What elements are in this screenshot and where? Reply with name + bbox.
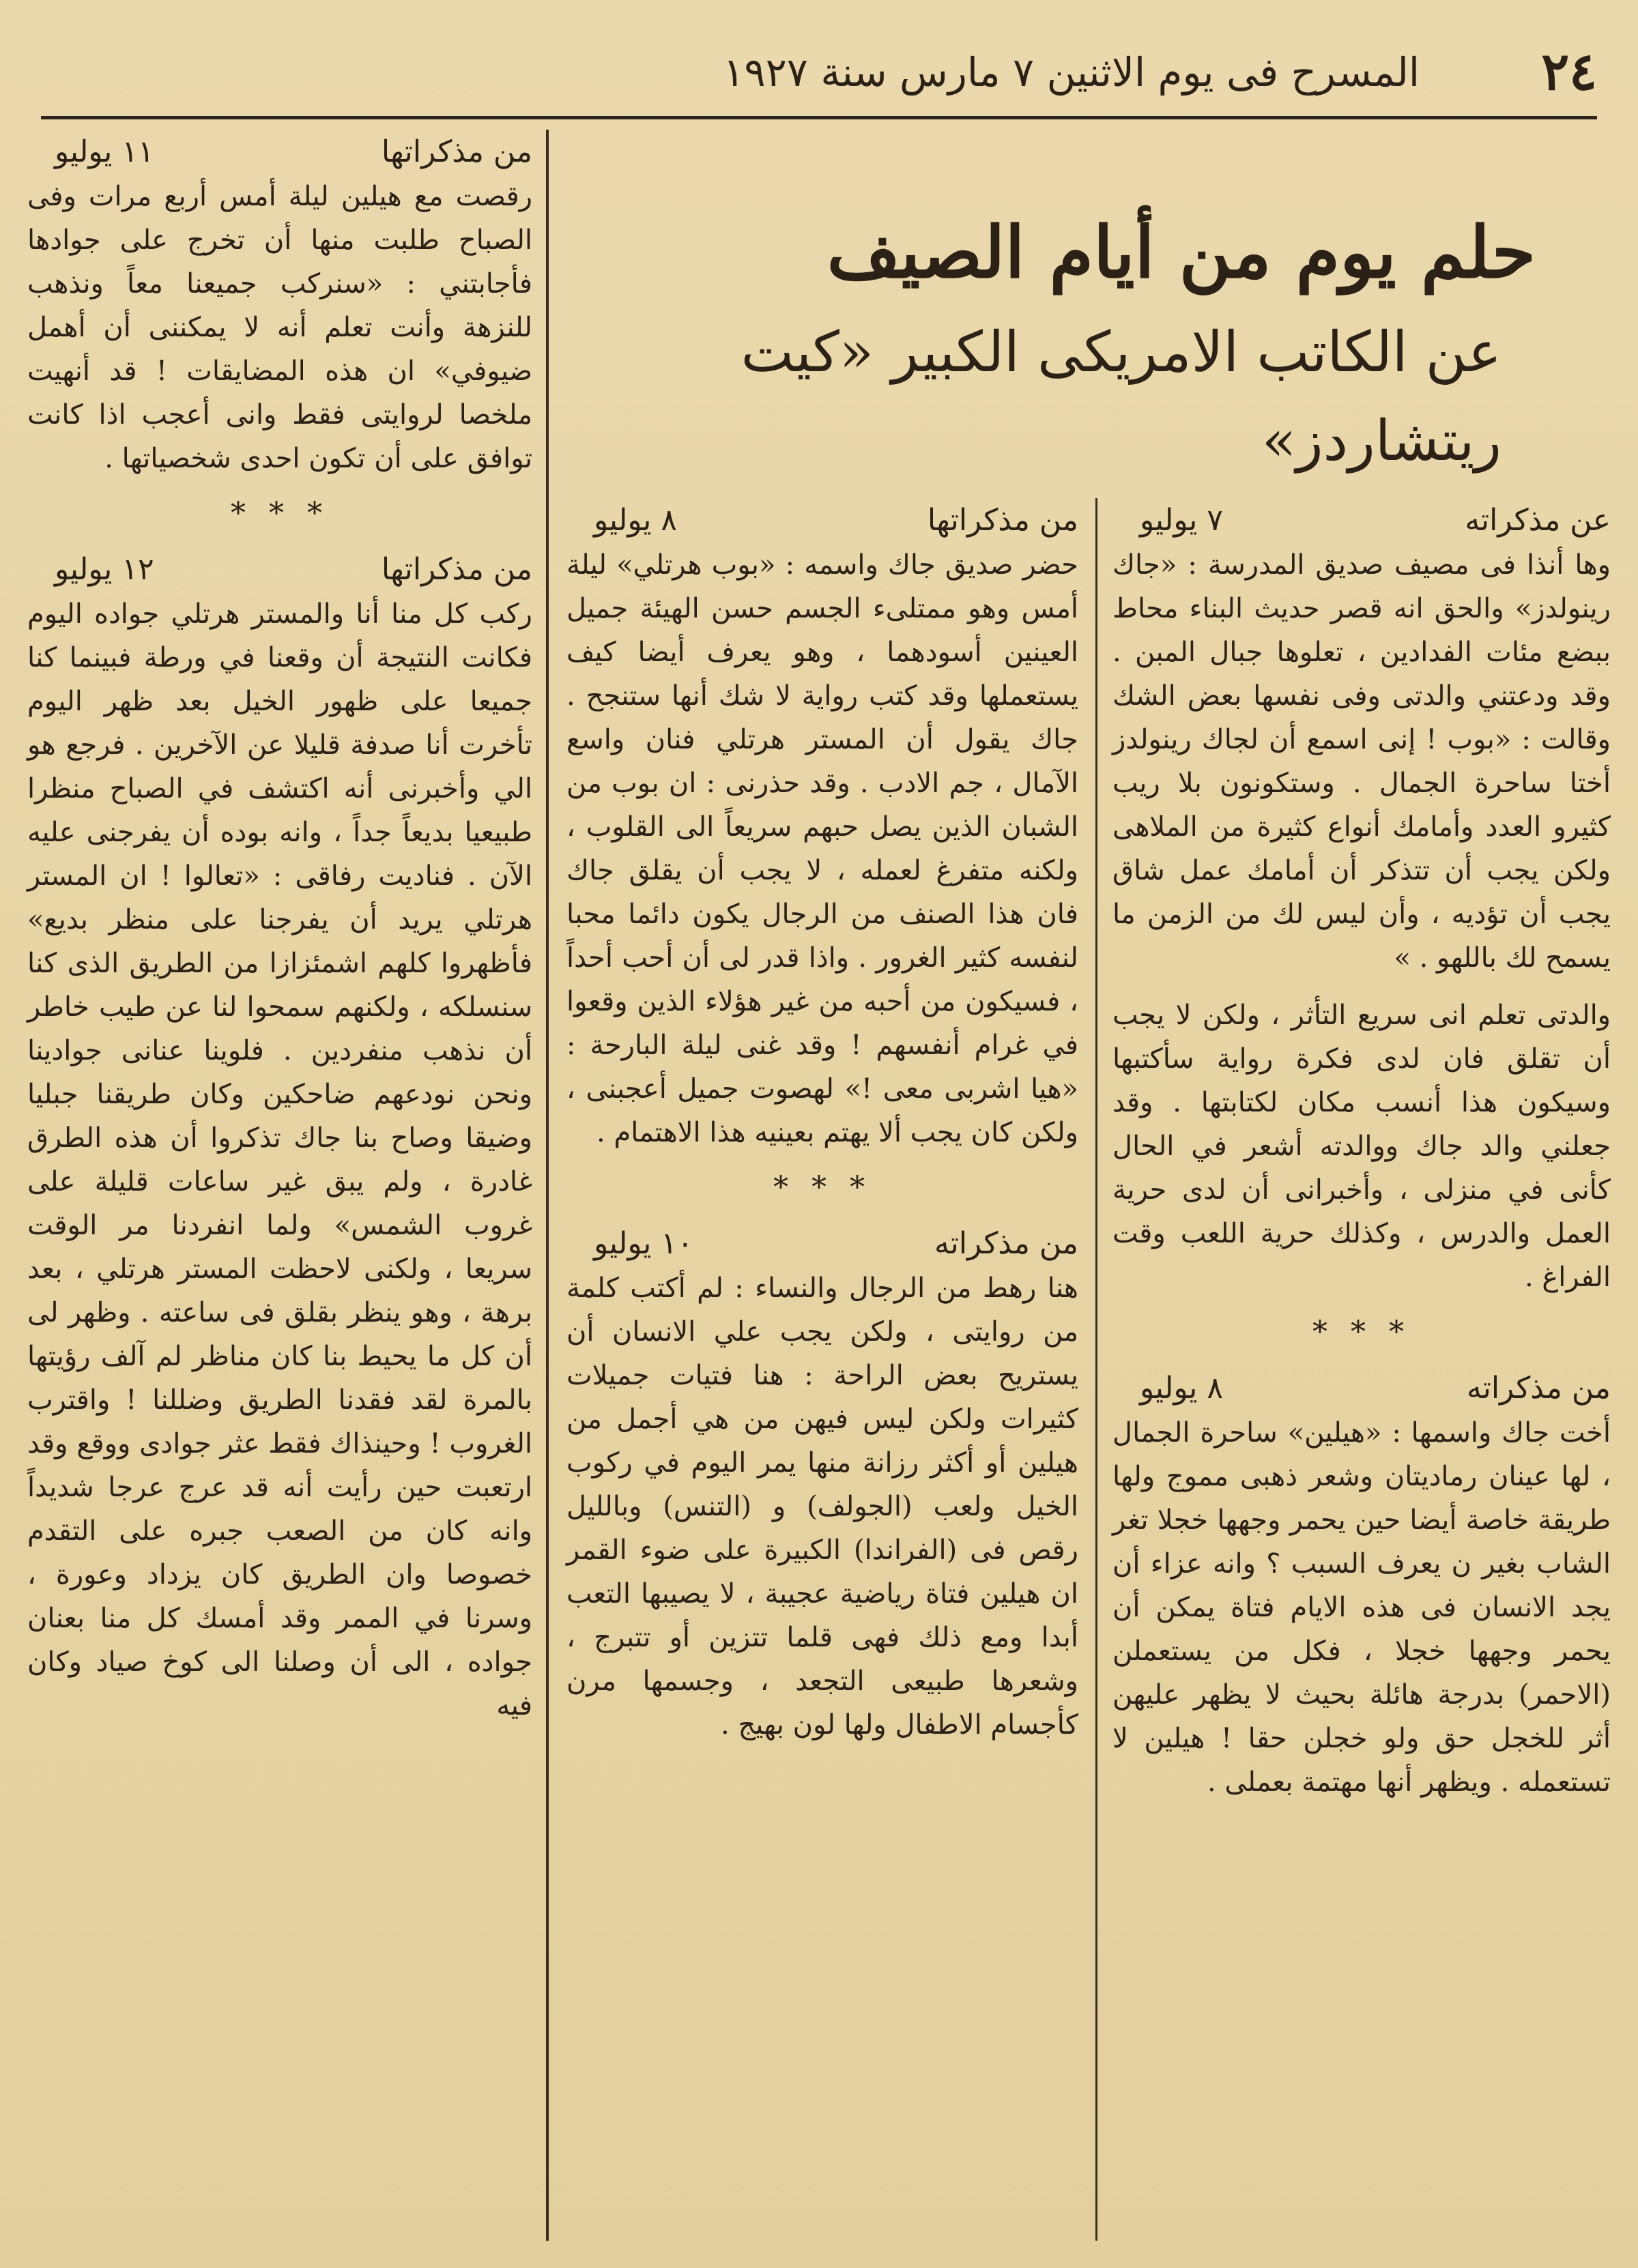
- section-separator: * * *: [773, 1170, 872, 1205]
- article-subtitle: عن الكاتب الامريكى الكبير «كيت ريتشاردز»: [741, 320, 1502, 474]
- entry-title: من مذكراته: [934, 1226, 1078, 1261]
- section-separator: * * *: [231, 496, 329, 531]
- entry-heading: [27, 130, 532, 175]
- entry-title: من مذكراتها: [927, 503, 1078, 538]
- entry-heading: [566, 1221, 1078, 1266]
- section-separator: * * *: [1312, 1315, 1411, 1350]
- entry-text: وها أنذا فى مصيف صديق المدرسة : «جاك رينولدز» والحق انه قصر حديث البناء محاط ببضع مئات الفدادين ، تعلوها جبال المبن . وقد ودعتني والدتى وفى نفسها بعض الشك وقالت : «بوب ! إنى اسمع أن لجاك رينولدز أختا ساحرة الجمال . وستكونون بلا ريب كثيرو العدد وأمامك أنواع كثيرة من الملاهى ولكن يجب أن تتذكر أن أمامك عمل شاق يجب أن تؤديه ، وأن ليس لك من الزمن ما يسمح لك باللهو . »: [1112, 549, 1611, 974]
- entry-date: ١٢ يوليو: [55, 552, 154, 587]
- column-divider: [546, 130, 549, 2241]
- entry-title: من مذكراته: [1467, 1371, 1611, 1406]
- column-divider: [1095, 498, 1097, 2241]
- entry-title: من مذكراتها: [381, 134, 532, 169]
- entry-text: أخت جاك واسمها : «هيلين» ساحرة الجمال ، لها عينان رماديتان وشعر ذهبى مموج ولها طريقة خاصة أيضا حين يحمر وجهها خجلا تغر الشاب بغير ن يعرف السبب ؟ وانه عزاء أن يجد الانسان فى هذه الايام فتاة يمكن أن يحمر وجهها خجلا ، فكل من يستعملن (الاحمر) بدرجة هائلة بحيث لا يظهر عليهن أثر للخجل حق ولو خجلن حقا ! هيلين لا تستعمله . ويظهر أنها مهتمة بعملى .: [1112, 1417, 1611, 1798]
- entry-text: ركب كل منا أنا والمستر هرتلي جواده اليوم فكانت النتيجة أن وقعنا في ورطة فبينما كنا جميعا على ظهور الخيل بعد ظهر اليوم تأخرت أنا صدفة قليلا عن الآخرين . فرجع هو الي وأخبرنى أنه اكتشف في الصباح منظرا طبيعيا بديعاً جداً ، وانه بوده أن يفرجنى عليه الآن . فناديت رفاقى : «تعالوا ! ان المستر هرتلي يريد أن يفرجنا على منظر بديع» فأظهروا كلهم اشمئزازا من الطريق الذى كنا سنسلكه ، ولكنهم سمحوا لنا عن طيب خاطر أن نذهب منفردين . فلوينا عنانى جوادينا ونحن نودعهم ضاحكين وكان طريقنا جبليا وضيقا وصاح بنا جاك تذكروا أن هذه الطرق غادرة ، ولم يبق غير ساعات قليلة على غروب الشمس» ولما انفردنا مر الوقت سريعا ، ولكنى لاحظت المستر هرتلي ، بعد برهة ، وهو ينظر بقلق فى ساعته . وظهر لى أن كل ما يحيط بنا كان مناظر لم آلف رؤيتها بالمرة لقد فقدنا الطريق وضللنا ! واقترب الغروب ! وحينذاك فقط عثر جوادى ووقع وقد ارتعبت حين رأيت أنه قد عرج عرجا شديداً وانه كان من الصعب جبره على التقدم خصوصا وان الطريق كان يزداد وعورة ، وسرنا في الممر وقد أمسك كل منا بعنان جواده ، الى أن وصلنا الى كوخ صياد وكان فيه: [27, 598, 532, 1721]
- entry-text: هنا رهط من الرجال والنساء : لم أكتب كلمة من روايتى ، ولكن يجب علي الانسان أن يستريح بعض الراحة : هنا فتيات جميلات كثيرات ولكن ليس فيهن من هي أجمل من هيلين أو أكثر رزانة منها يمر اليوم في ركوب الخيل ولعب (الجولف) و (التنس) وبالليل رقص فى (الفراندا) الكبيرة على ضوء القمر ان هيلين فتاة رياضية عجيبة ، لا يصيبها التعب أبدا ومع ذلك فهى قلما تتزين أو تتبرج ، وشعرها طبيعى التجعد ، وجسمها مرن كأجسام الاطفال ولها لون بهيج .: [566, 1273, 1079, 1741]
- entry-date: ٨ يوليو: [594, 503, 678, 538]
- entry-heading: [27, 547, 532, 592]
- column-middle: [566, 498, 1078, 2241]
- entry-date: ١٠ يوليو: [594, 1226, 693, 1261]
- entry-heading: [1112, 1366, 1611, 1411]
- entry-text: والدتى تعلم انى سريع التأثر ، ولكن لا يجب أن تقلق فان لدى فكرة رواية سأكتبها وسيكون هذا أنسب مكان لكتابتها . وقد جعلني والد جاك ووالدته أشعر في الحال كأنى في منزلى ، وأخبرانى أن لدى حرية العمل والدرس ، وكذلك حرية اللعب وقت الفراغ .: [1112, 1000, 1611, 1293]
- entry-text: حضر صديق جاك واسمه : «بوب هرتلي» ليلة أمس وهو ممتلىء الجسم حسن الهيئة جميل العينين أسودهما ، وهو يعرف أيضا كيف يستعملها وقد كتب رواية لا شك أنها ستنجح . جاك يقول أن المستر هرتلي فنان واسع الآمال ، جم الادب . وقد حذرنى : ان بوب من الشبان الذين يصل حبهم سريعاً الى القلوب ، ولكنه متفرغ لعمله ، لا يجب أن يقلق جاك فان هذا الصنف من الرجال يكون دائما محبا لنفسه كثير الغرور . واذا قدر لى أن أحب أحداً ، فسيكون من أحبه من غير هؤلاء الذين وقعوا في غرام أنفسهم ! وقد غنى ليلة البارحة : «هيا اشربى معى !» لهصوت جميل أعجبنى ، ولكن كان يجب ألا يهتم بعينيه هذا الاهتمام .: [566, 549, 1078, 1148]
- column-left: [27, 130, 532, 2241]
- entry-title: من مذكراتها: [381, 552, 532, 587]
- article-title: حلم يوم من أيام الصيف: [827, 210, 1536, 294]
- page-header: [41, 41, 1597, 119]
- entry-date: ٨ يوليو: [1140, 1371, 1224, 1406]
- entry-heading: [1112, 498, 1611, 543]
- entry-title: عن مذكراته: [1465, 503, 1611, 538]
- article-title-block: [566, 205, 1611, 478]
- page-number: ٢٤: [1541, 41, 1597, 102]
- column-right: [1112, 498, 1611, 2241]
- running-head: المسرح فى يوم الاثنين ٧ مارس سنة ١٩٢٧: [723, 49, 1420, 96]
- entry-date: ٧ يوليو: [1140, 503, 1224, 538]
- entry-text: رقصت مع هيلين ليلة أمس أربع مرات وفى الصباح طلبت منها أن تخرج على جوادها فأجابتني : «سنركب جميعنا معاً ونذهب للنزهة وأنت تعلم أنه لا يمكننى أن أهمل ضيوفي» ان هذه المضايقات ! قد أنهيت ملخصا لروايتى فقط وانى أعجب اذا كانت توافق على أن تكون احدى شخصياتها .: [27, 181, 532, 474]
- entry-heading: [566, 498, 1078, 543]
- entry-date: ١١ يوليو: [55, 134, 154, 169]
